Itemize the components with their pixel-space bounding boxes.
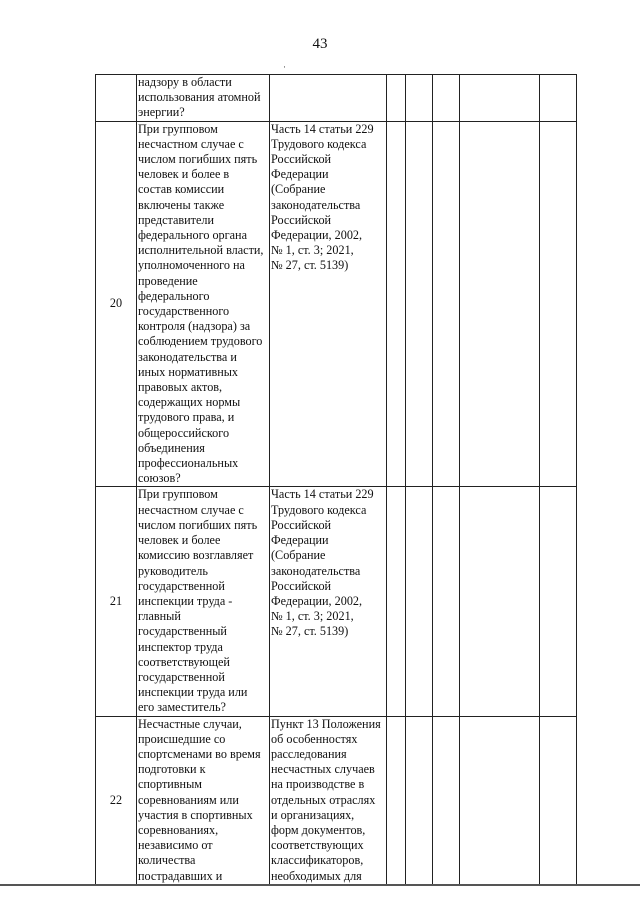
table-row xyxy=(96,75,577,122)
answer-cell xyxy=(406,716,433,884)
question-line: главный xyxy=(138,609,181,624)
reference-line: классификаторов, xyxy=(271,853,364,868)
question-line: контроля (надзора) за xyxy=(138,319,251,334)
answer-cell xyxy=(460,716,540,884)
answer-cell xyxy=(387,75,406,122)
question-line: подготовки к xyxy=(138,762,206,777)
reference-line: на производстве в xyxy=(271,777,365,792)
question-line: иных нормативных xyxy=(138,364,239,379)
question-line: исполнительной власти, xyxy=(138,243,264,258)
reference-line: Федерации xyxy=(271,533,329,548)
reference-line: Федерации xyxy=(271,167,329,182)
question-line: государственной xyxy=(138,669,225,684)
question-line: соревнованиях, xyxy=(138,822,219,837)
legal-reference xyxy=(270,716,387,884)
question-line: государственный xyxy=(138,624,227,639)
legal-reference xyxy=(270,487,387,716)
answer-cell xyxy=(406,487,433,716)
answer-cell xyxy=(387,487,406,716)
question-line: трудового права, и xyxy=(138,410,235,425)
answer-cell xyxy=(433,75,460,122)
reference-line: отдельных отраслях xyxy=(271,792,376,807)
page-bottom-border xyxy=(0,884,640,886)
question-line: надзору в области xyxy=(138,75,232,89)
table-row xyxy=(96,716,577,884)
reference-line: Трудового кодекса xyxy=(271,502,367,517)
answer-cell xyxy=(460,121,540,487)
answer-cell xyxy=(460,75,540,122)
row-number xyxy=(96,75,137,122)
table-row xyxy=(96,487,577,716)
reference-line: Российской xyxy=(271,578,332,593)
answer-cell xyxy=(387,716,406,884)
question-line: спортсменами во время xyxy=(138,746,261,761)
question-line: энергии? xyxy=(138,105,185,120)
question-line: инспекции труда или xyxy=(138,685,248,700)
question-line: союзов? xyxy=(138,471,181,486)
answer-cell xyxy=(540,75,577,122)
requirement-question xyxy=(137,487,270,716)
answer-cell xyxy=(540,487,577,716)
reference-line: Часть 14 статьи 229 xyxy=(271,487,374,502)
answer-cell xyxy=(460,487,540,716)
reference-line: расследования xyxy=(271,746,347,761)
answer-cell xyxy=(406,75,433,122)
reference-line: № 27, ст. 5139) xyxy=(271,258,349,273)
reference-line: и организациях, xyxy=(271,807,355,822)
answer-cell xyxy=(433,716,460,884)
reference-line: (Собрание xyxy=(271,182,326,197)
reference-line: Российской xyxy=(271,517,332,532)
question-line: федерального xyxy=(138,288,210,303)
question-line: При групповом xyxy=(138,487,218,502)
question-line: человек и более в xyxy=(138,167,230,182)
question-line: несчастном случае с xyxy=(138,502,244,517)
question-line: инспекции труда - xyxy=(138,593,233,608)
question-line: инспектор труда xyxy=(138,639,223,654)
reference-line: № 1, ст. 3; 2021, xyxy=(271,609,354,624)
answer-cell xyxy=(540,121,577,487)
question-line: Несчастные случаи, xyxy=(138,716,242,731)
reference-line: форм документов, xyxy=(271,822,366,837)
question-line: комиссию возглавляет xyxy=(138,548,254,563)
row-number: 21 xyxy=(96,487,137,716)
legal-reference xyxy=(270,121,387,487)
question-line: состав комиссии xyxy=(138,182,225,197)
question-line: руководитель xyxy=(138,563,208,578)
answer-cell xyxy=(540,716,577,884)
reference-line: Федерации, 2002, xyxy=(271,593,363,608)
question-line: человек и более xyxy=(138,533,221,548)
question-line: пострадавших и xyxy=(138,868,223,883)
reference-line: соответствующих xyxy=(271,838,364,853)
question-line: уполномоченного на xyxy=(138,258,245,273)
reference-line: несчастных случаев xyxy=(271,762,375,777)
question-line: независимо от xyxy=(138,838,213,853)
question-line: участия в спортивных xyxy=(138,807,253,822)
requirement-question xyxy=(137,716,270,884)
reference-line: необходимых для xyxy=(271,868,362,883)
answer-cell xyxy=(387,121,406,487)
question-line: содержащих нормы xyxy=(138,395,241,410)
question-line: представители xyxy=(138,212,214,227)
reference-line: Пункт 13 Положения xyxy=(271,716,381,731)
scan-mark: · xyxy=(283,62,286,72)
answer-cell xyxy=(406,121,433,487)
reference-line: Трудового кодекса xyxy=(271,136,367,151)
question-line: законодательства и xyxy=(138,349,237,364)
answer-cell xyxy=(433,121,460,487)
question-line: количества xyxy=(138,853,196,868)
question-line: соревнованиям или xyxy=(138,792,239,807)
question-line: соблюдением трудового xyxy=(138,334,263,349)
question-line: происшедшие со xyxy=(138,731,226,746)
table-row xyxy=(96,121,577,487)
row-number: 22 xyxy=(96,716,137,884)
question-line: общероссийского xyxy=(138,425,230,440)
question-line: включены также xyxy=(138,197,225,212)
page-number: 43 xyxy=(312,36,328,52)
requirement-question xyxy=(137,121,270,487)
reference-line: № 27, ст. 5139) xyxy=(271,624,349,639)
question-line: государственной xyxy=(138,578,225,593)
reference-line: об особенностях xyxy=(271,731,358,746)
checklist-table xyxy=(95,74,577,884)
question-line: несчастном случае с xyxy=(138,136,244,151)
reference-line: законодательства xyxy=(271,197,361,212)
question-line: федерального органа xyxy=(138,228,247,243)
question-line: использования атомной xyxy=(138,90,261,105)
question-line: проведение xyxy=(138,273,198,288)
reference-line: Часть 14 статьи 229 xyxy=(271,121,374,136)
question-line: спортивным xyxy=(138,777,202,792)
question-line: государственного xyxy=(138,304,230,319)
reference-line: Российской xyxy=(271,212,332,227)
question-line: правовых актов, xyxy=(138,380,223,395)
question-line: числом погибших пять xyxy=(138,517,258,532)
question-line: профессиональных xyxy=(138,456,239,471)
question-line: объединения xyxy=(138,440,205,455)
question-line: При групповом xyxy=(138,121,218,136)
requirement-question xyxy=(137,75,270,122)
row-number: 20 xyxy=(96,121,137,487)
reference-line: законодательства xyxy=(271,563,361,578)
reference-line: № 1, ст. 3; 2021, xyxy=(271,243,354,258)
question-line: его заместитель? xyxy=(138,700,226,715)
answer-cell xyxy=(433,487,460,716)
reference-line: Федерации, 2002, xyxy=(271,228,363,243)
question-line: соответствующей xyxy=(138,654,230,669)
legal-reference xyxy=(270,75,387,122)
question-line: числом погибших пять xyxy=(138,152,258,167)
reference-line: Российской xyxy=(271,152,332,167)
reference-line: (Собрание xyxy=(271,548,326,563)
